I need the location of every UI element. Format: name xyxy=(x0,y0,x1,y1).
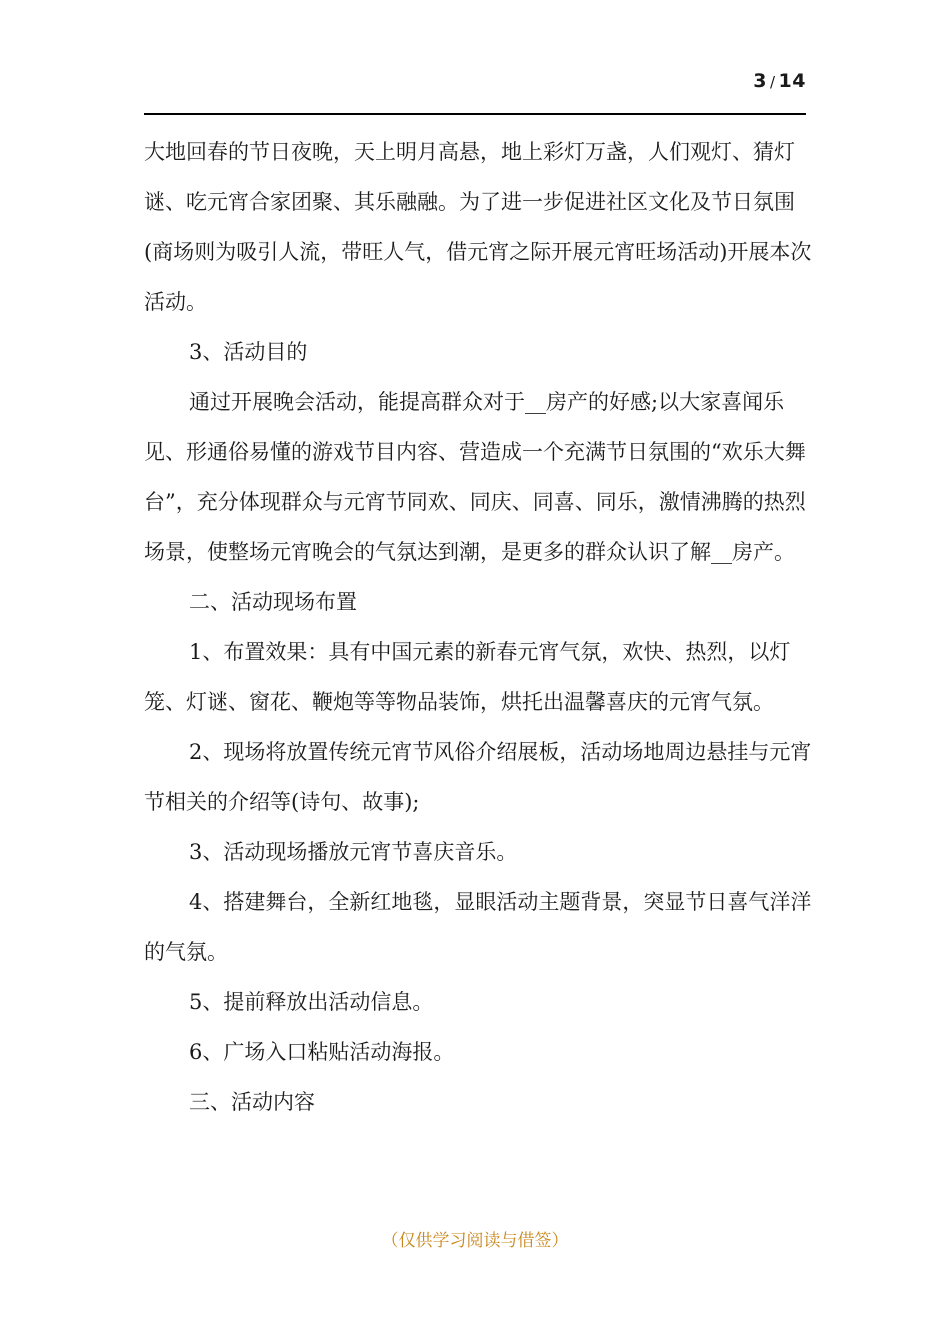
page-number xyxy=(753,70,806,92)
paragraph-layout-4: 4、搭建舞台，全新红地毯，显眼活动主题背景，突显节日喜气洋洋的气氛。 xyxy=(144,890,812,964)
paragraph-layout-1: 1、布置效果：具有中国元素的新春元宵气氛，欢快、热烈，以灯笼、灯谜、窗花、鞭炮等等物品装饰，烘托出温馨喜庆的元宵气氛。 xyxy=(144,640,791,714)
paragraph-layout-5: 5、提前释放出活动信息。 xyxy=(189,990,434,1014)
document-body xyxy=(144,127,816,1127)
paragraph-purpose: 通过开展晚会活动，能提高群众对于__房产的好感;以大家喜闻乐见、形通俗易懂的游戏节目内容、营造成一个充满节日氛围的“欢乐大舞台”，充分体现群众与元宵节同欢、同庆、同喜、同乐，激情沸腾的热烈场景，使整场元宵晚会的气氛达到潮，是更多的群众认识了解__房产。 xyxy=(144,390,806,564)
paragraph-intro-continued: 大地回春的节日夜晚，天上明月高悬，地上彩灯万盏，人们观灯、猜灯谜、吃元宵合家团聚、其乐融融。为了进一步促进社区文化及节日氛围(商场则为吸引人流，带旺人气，借元宵之际开展元宵旺场活动)开展本次活动。 xyxy=(144,140,812,314)
paragraph-layout-2: 2、现场将放置传统元宵节风俗介绍展板，活动场地周边悬挂与元宵节相关的介绍等(诗句、故事); xyxy=(144,740,812,814)
heading-activity-content: 三、活动内容 xyxy=(189,1090,315,1114)
footer-note: （仅供学习阅读与借签） xyxy=(381,1231,569,1251)
heading-activity-purpose: 3、活动目的 xyxy=(189,340,308,364)
header-rule xyxy=(144,113,806,115)
page-total: 14 xyxy=(778,70,806,92)
paragraph-layout-3: 3、活动现场播放元宵节喜庆音乐。 xyxy=(189,840,518,864)
paragraph-layout-6: 6、广场入口粘贴活动海报。 xyxy=(189,1040,455,1064)
page-separator: / xyxy=(769,73,776,91)
heading-venue-layout: 二、活动现场布置 xyxy=(189,590,357,614)
page-current: 3 xyxy=(753,70,767,92)
